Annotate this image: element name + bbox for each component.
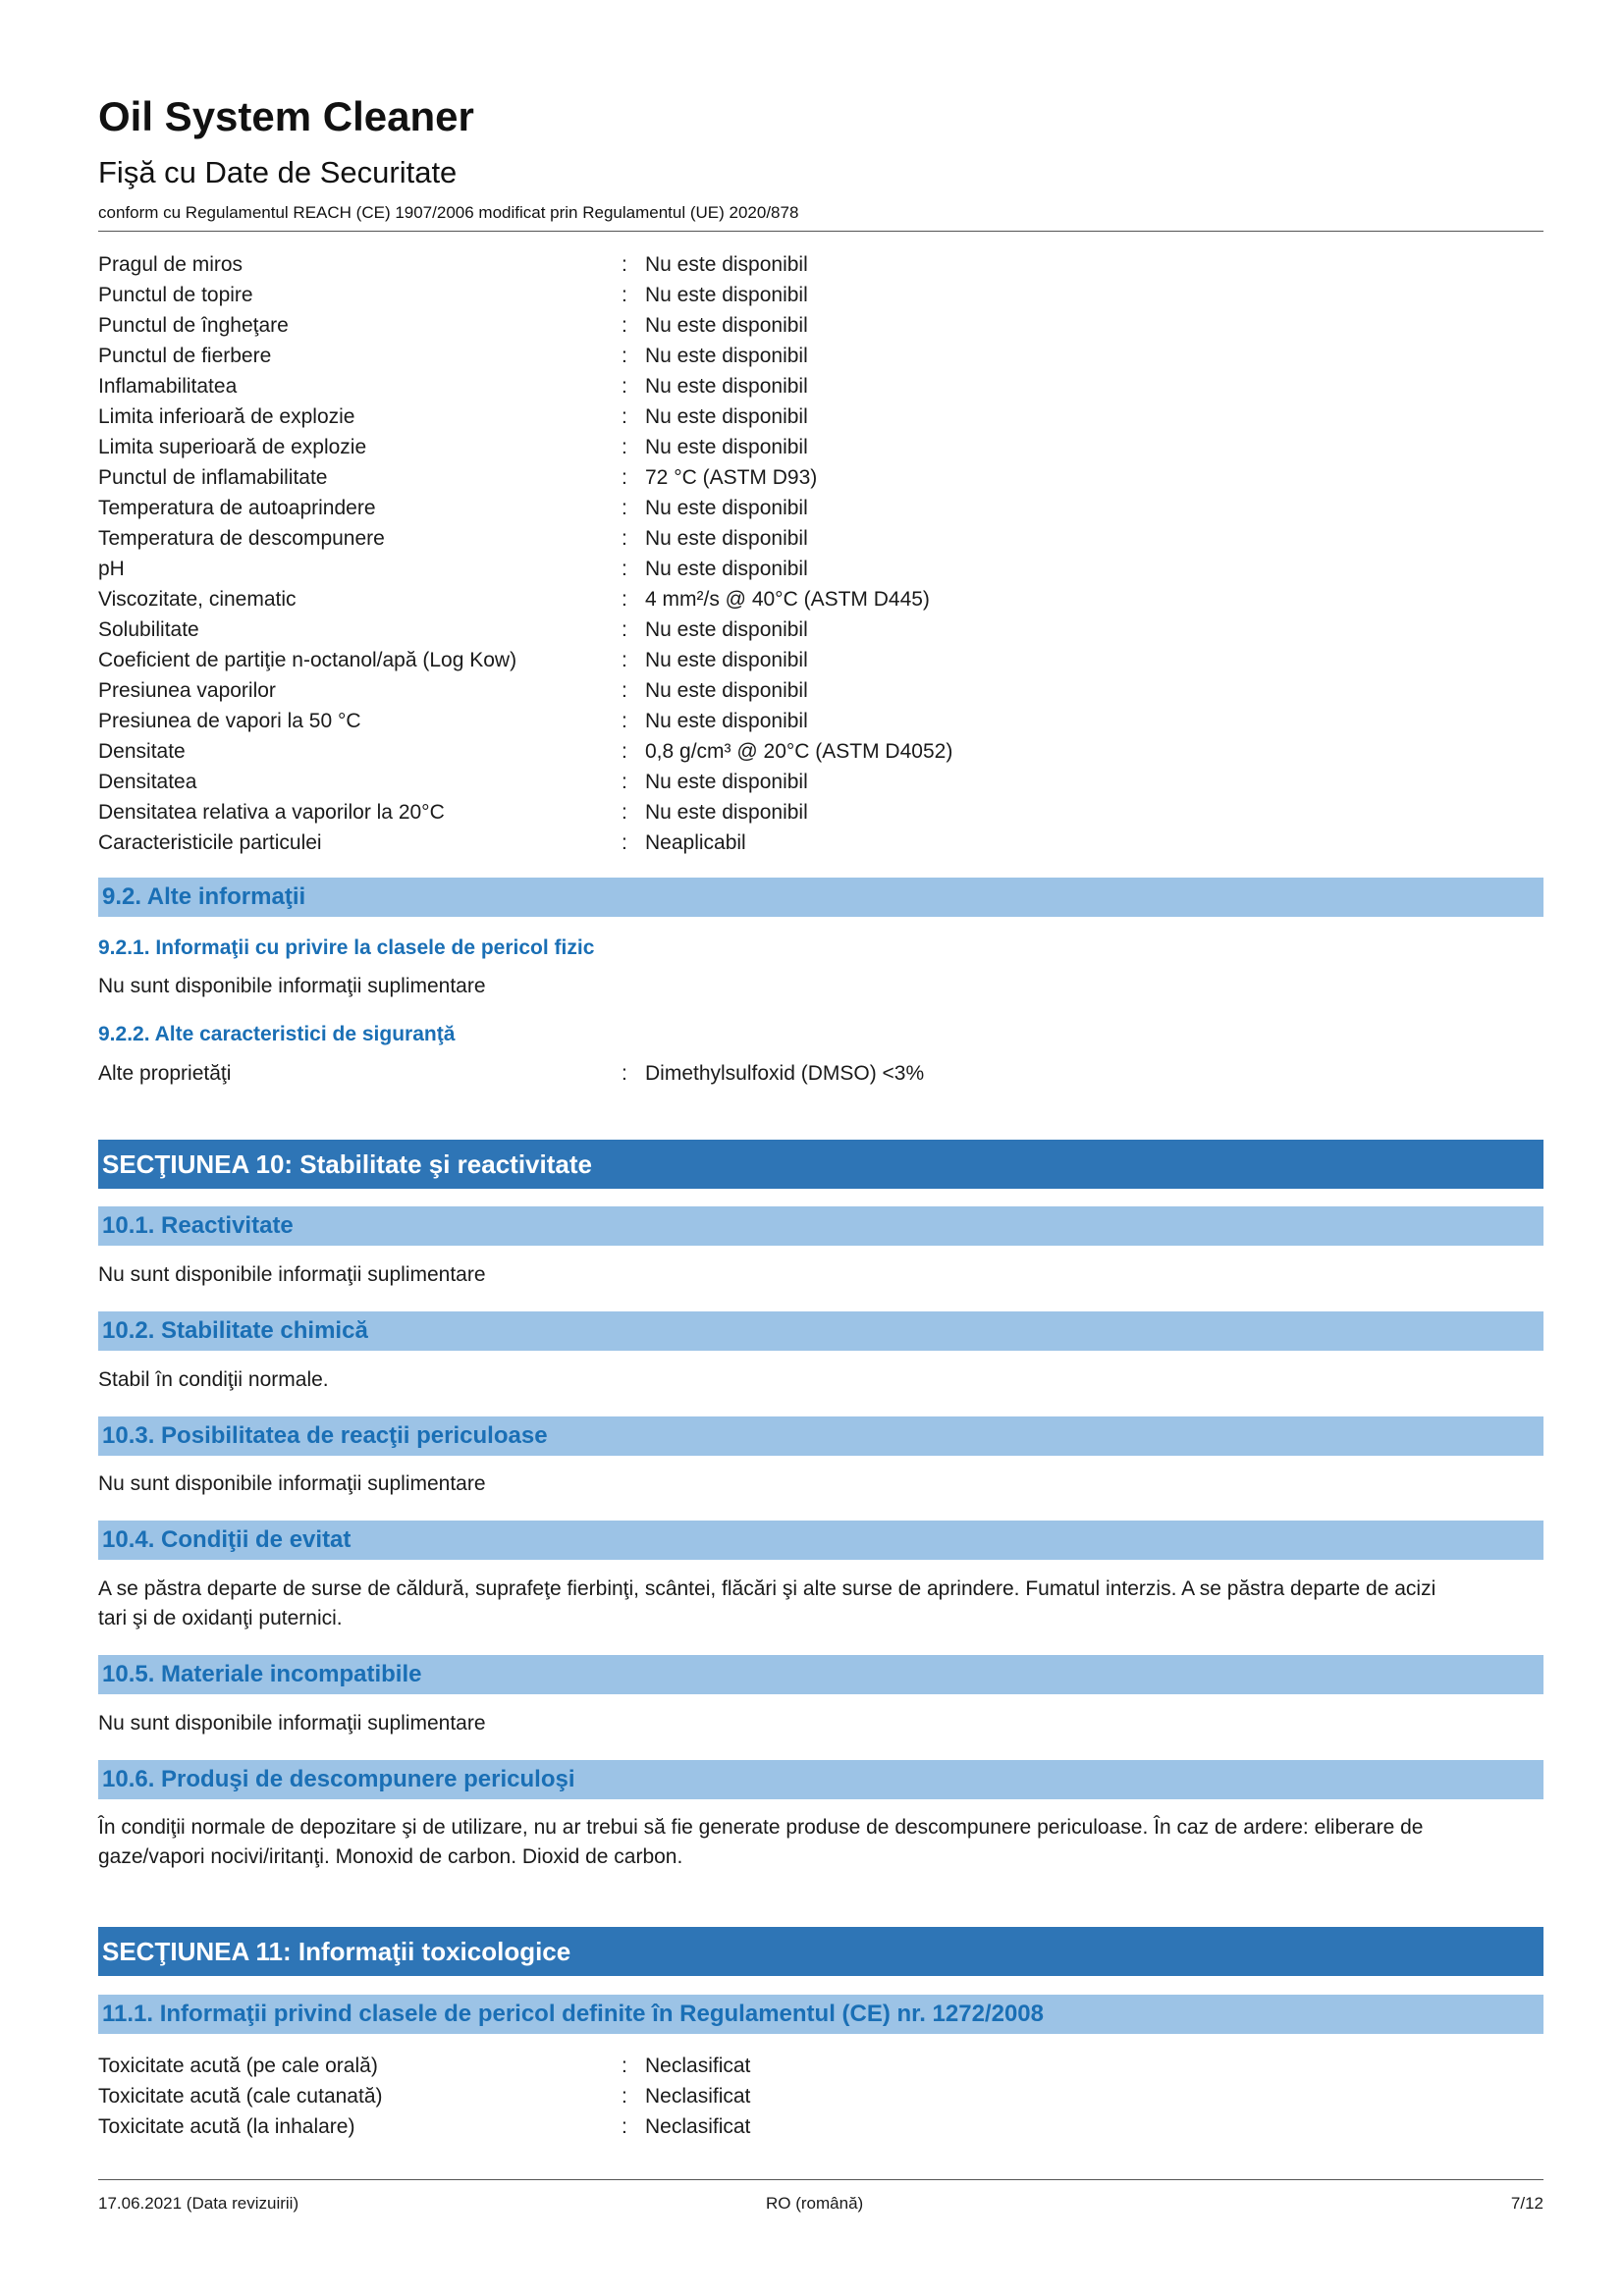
subsection-heading-9-2: 9.2. Alte informaţii xyxy=(98,878,1543,917)
property-label: Presiunea de vapori la 50 °C xyxy=(98,710,361,732)
subsection-text-10-4 xyxy=(98,1575,1543,1633)
page-number: 7/12 xyxy=(1510,2194,1543,2213)
text-line: gaze/vapori nocivi/iritanţi. Monoxid de carbon. Dioxid de carbon. xyxy=(98,1845,683,1868)
subsection-heading-10-4: 10.4. Condiţii de evitat xyxy=(98,1521,1543,1560)
subsection-heading-10-1: 10.1. Reactivitate xyxy=(98,1206,1543,1246)
property-row xyxy=(98,797,1543,828)
property-label: Inflamabilitatea xyxy=(98,375,238,398)
property-value: Nu este disponibil xyxy=(645,618,808,641)
property-label: Toxicitate acută (cale cutanată) xyxy=(98,2085,383,2108)
property-label: Viscozitate, cinematic xyxy=(98,588,297,611)
property-value: Neclasificat xyxy=(645,2115,751,2138)
property-separator: : xyxy=(622,2115,627,2138)
header-divider xyxy=(98,231,1543,232)
property-separator: : xyxy=(622,405,627,428)
product-title: Oil System Cleaner xyxy=(98,93,474,139)
property-label: Solubilitate xyxy=(98,618,199,641)
subsection-heading-10-2: 10.2. Stabilitate chimică xyxy=(98,1311,1543,1351)
subsection-title-9-2-2: 9.2.2. Alte caracteristici de siguranţă xyxy=(98,1023,456,1045)
subsection-heading-10-6: 10.6. Produşi de descompunere periculoşi xyxy=(98,1760,1543,1799)
property-row xyxy=(98,523,1543,554)
property-value: Nu este disponibil xyxy=(645,801,808,824)
property-label: Punctul de fierbere xyxy=(98,345,272,367)
property-value: Neaplicabil xyxy=(645,831,746,854)
property-separator: : xyxy=(622,558,627,580)
property-separator: : xyxy=(622,436,627,458)
property-row xyxy=(98,736,1543,767)
property-separator: : xyxy=(622,588,627,611)
property-separator: : xyxy=(622,801,627,824)
property-row xyxy=(98,341,1543,371)
property-value: 72 °C (ASTM D93) xyxy=(645,466,818,489)
property-row-other xyxy=(98,1058,1543,1089)
property-row xyxy=(98,310,1543,341)
footer-divider xyxy=(98,2179,1543,2180)
property-value: Nu este disponibil xyxy=(645,253,808,276)
property-value: Nu este disponibil xyxy=(645,771,808,793)
property-row xyxy=(98,645,1543,675)
property-separator: : xyxy=(622,618,627,641)
property-row xyxy=(98,249,1543,280)
property-row xyxy=(98,2081,1543,2111)
subsection-text-10-1: Nu sunt disponibile informaţii suplimentare xyxy=(98,1263,486,1286)
property-label: Alte proprietăţi xyxy=(98,1062,232,1085)
property-separator: : xyxy=(622,740,627,763)
text-line: În condiţii normale de depozitare şi de utilizare, nu ar trebui să fie generate produse de descompunere periculoase. În caz de ardere: eliberare de xyxy=(98,1816,1424,1839)
property-label: Densitatea relativa a vaporilor la 20°C xyxy=(98,801,445,824)
property-separator: : xyxy=(622,314,627,337)
property-value: Neclasificat xyxy=(645,2085,751,2108)
text-line: tari şi de oxidanţi puternici. xyxy=(98,1607,343,1629)
text-line: A se păstra departe de surse de căldură, suprafeţe fierbinţi, scântei, flăcări şi alte surse de aprindere. Fumatul interzis. A se păstra departe de acizi xyxy=(98,1577,1436,1600)
property-row xyxy=(98,767,1543,797)
property-value: Nu este disponibil xyxy=(645,558,808,580)
subsection-text-9-2-1: Nu sunt disponibile informaţii suplimentare xyxy=(98,975,486,997)
subsection-heading-10-3: 10.3. Posibilitatea de reacţii periculoase xyxy=(98,1416,1543,1456)
document-language: RO (română) xyxy=(766,2194,864,2213)
property-row xyxy=(98,554,1543,584)
subsection-text-10-3: Nu sunt disponibile informaţii suplimentare xyxy=(98,1472,486,1495)
property-label: Toxicitate acută (pe cale orală) xyxy=(98,2055,378,2077)
property-label: Temperatura de descompunere xyxy=(98,527,385,550)
property-value: Nu este disponibil xyxy=(645,649,808,671)
property-row xyxy=(98,584,1543,614)
property-label: Presiunea vaporilor xyxy=(98,679,276,702)
subsection-title-9-2-1: 9.2.1. Informaţii cu privire la clasele de pericol fizic xyxy=(98,936,595,959)
revision-date: 17.06.2021 (Data revizuirii) xyxy=(98,2194,299,2213)
property-row xyxy=(98,614,1543,645)
property-value: Nu este disponibil xyxy=(645,679,808,702)
property-label: Coeficient de partiţie n-octanol/apă (Log Kow) xyxy=(98,649,517,671)
property-label: Punctul de inflamabilitate xyxy=(98,466,328,489)
property-value: Nu este disponibil xyxy=(645,497,808,519)
property-separator: : xyxy=(622,345,627,367)
subsection-text-10-2: Stabil în condiţii normale. xyxy=(98,1368,329,1391)
property-label: Punctul de topire xyxy=(98,284,253,306)
property-label: Limita superioară de explozie xyxy=(98,436,367,458)
property-separator: : xyxy=(622,375,627,398)
property-value: Nu este disponibil xyxy=(645,436,808,458)
property-row xyxy=(98,432,1543,462)
property-value: 0,8 g/cm³ @ 20°C (ASTM D4052) xyxy=(645,740,953,763)
property-row xyxy=(98,371,1543,401)
property-row xyxy=(98,675,1543,706)
property-label: Densitatea xyxy=(98,771,197,793)
regulation-reference: conform cu Regulamentul REACH (CE) 1907/2006 modificat prin Regulamentul (UE) 2020/878 xyxy=(98,203,799,222)
property-label: pH xyxy=(98,558,125,580)
property-label: Toxicitate acută (la inhalare) xyxy=(98,2115,355,2138)
property-separator: : xyxy=(622,2055,627,2077)
property-row xyxy=(98,401,1543,432)
property-label: Limita inferioară de explozie xyxy=(98,405,355,428)
property-separator: : xyxy=(622,679,627,702)
property-separator: : xyxy=(622,466,627,489)
property-label: Temperatura de autoaprindere xyxy=(98,497,376,519)
document-subtitle: Fişă cu Date de Securitate xyxy=(98,155,458,189)
subsection-heading-11-1: 11.1. Informaţii privind clasele de pericol definite în Regulamentul (CE) nr. 1272/2008 xyxy=(98,1995,1543,2034)
property-row xyxy=(98,2051,1543,2081)
property-separator: : xyxy=(622,284,627,306)
subsection-text-10-6 xyxy=(98,1813,1543,1872)
property-row xyxy=(98,706,1543,736)
section-heading-10: SECŢIUNEA 10: Stabilitate şi reactivitate xyxy=(98,1140,1543,1189)
property-value: Nu este disponibil xyxy=(645,710,808,732)
property-value: Neclasificat xyxy=(645,2055,751,2077)
property-separator: : xyxy=(622,649,627,671)
property-value: Nu este disponibil xyxy=(645,284,808,306)
property-separator: : xyxy=(622,831,627,854)
property-separator: : xyxy=(622,710,627,732)
property-label: Densitate xyxy=(98,740,186,763)
property-label: Punctul de îngheţare xyxy=(98,314,289,337)
property-separator: : xyxy=(622,527,627,550)
property-separator: : xyxy=(622,771,627,793)
property-value: Nu este disponibil xyxy=(645,405,808,428)
property-row xyxy=(98,493,1543,523)
property-separator: : xyxy=(622,253,627,276)
property-row xyxy=(98,2111,1543,2142)
property-separator: : xyxy=(622,2085,627,2108)
property-label: Pragul de miros xyxy=(98,253,244,276)
property-label: Caracteristicile particulei xyxy=(98,831,322,854)
property-value: Nu este disponibil xyxy=(645,314,808,337)
property-separator: : xyxy=(622,497,627,519)
section-heading-11: SECŢIUNEA 11: Informaţii toxicologice xyxy=(98,1927,1543,1976)
subsection-heading-10-5: 10.5. Materiale incompatibile xyxy=(98,1655,1543,1694)
property-value: Dimethylsulfoxid (DMSO) <3% xyxy=(645,1062,925,1085)
property-row xyxy=(98,828,1543,858)
property-row xyxy=(98,462,1543,493)
property-separator: : xyxy=(622,1062,627,1085)
property-value: 4 mm²/s @ 40°C (ASTM D445) xyxy=(645,588,930,611)
subsection-text-10-5: Nu sunt disponibile informaţii suplimentare xyxy=(98,1712,486,1735)
property-row xyxy=(98,280,1543,310)
property-value: Nu este disponibil xyxy=(645,345,808,367)
property-value: Nu este disponibil xyxy=(645,527,808,550)
property-value: Nu este disponibil xyxy=(645,375,808,398)
